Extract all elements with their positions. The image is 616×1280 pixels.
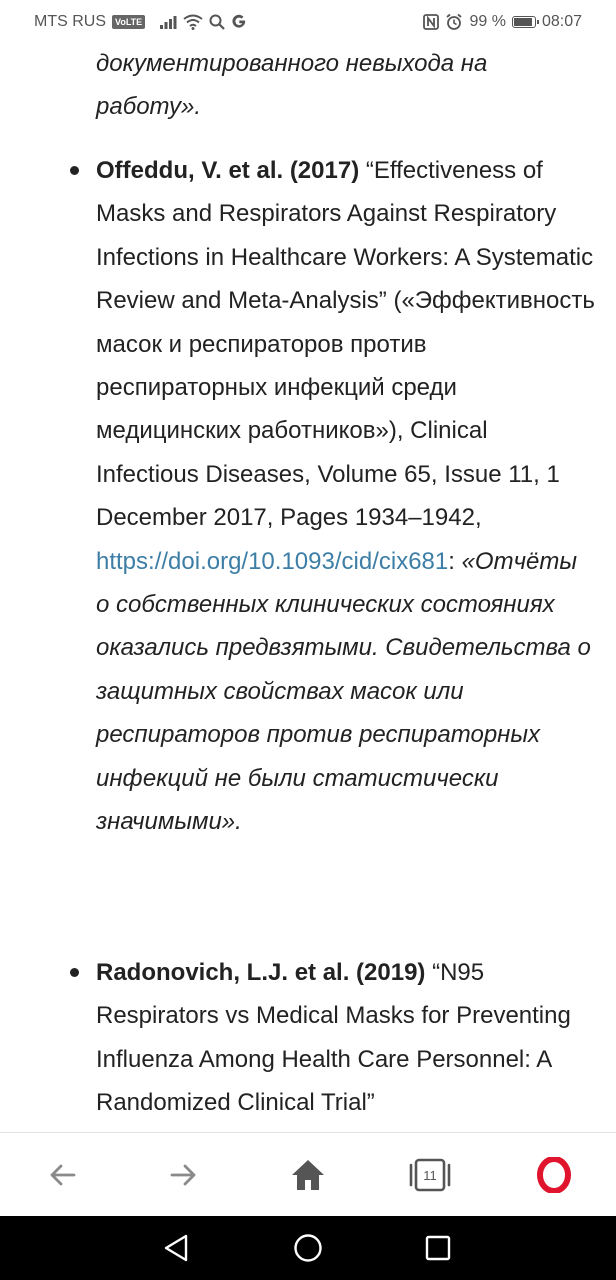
- carrier-name: MTS RUS: [34, 13, 106, 30]
- alarm-icon: [445, 13, 463, 31]
- ref-title: “Effectiveness of Masks and Respirators Against Respiratory Infections in Healthcare Workers: A Systematic Review and Meta-Analysis” («Эффективность масок и респираторов против респираторных инфекций среди медицинских работников»), Clinical Infectious Diseases, Volume 65, Issue 11, 1 December 2017, Pages 1934–1942,: [96, 157, 595, 532]
- list-item: [96, 951, 596, 1125]
- nfc-icon: [423, 14, 439, 30]
- ref-quote: «Отчёты о собственных клинических состояниях оказались предвзятыми. Свидетельства о защитных свойствах масок или респираторов против респираторных инфекций не были статистически значимыми».: [96, 547, 591, 836]
- bullet-icon: [70, 968, 79, 977]
- battery-icon: [512, 16, 536, 28]
- wifi-icon: [183, 14, 203, 30]
- status-right: [423, 13, 582, 31]
- back-icon: [46, 1159, 78, 1191]
- status-icons-left: [159, 14, 247, 30]
- volte-badge: VoLTE: [112, 15, 145, 29]
- ref-authors: Offeddu, V. et al. (2017): [96, 157, 360, 184]
- forward-icon: [168, 1159, 200, 1191]
- battery-level-fill: [514, 18, 532, 26]
- signal-icon: [159, 14, 177, 30]
- tab-count: 11: [423, 1168, 437, 1183]
- ref-title: “N95 Respirators vs Medical Masks for Preventing Influenza Among Health Care Personnel: A Randomized Clinical Trial”: [96, 959, 571, 1117]
- quote-fragment-line2: работу».: [96, 93, 202, 121]
- recents-square-icon: [424, 1234, 452, 1262]
- search-icon: [209, 14, 225, 30]
- quote-fragment-line1: документированного невыхода на: [96, 50, 488, 77]
- bullet-icon: [70, 166, 79, 175]
- status-bar: [0, 0, 616, 46]
- system-navigation-bar: [0, 1216, 616, 1280]
- home-circle-icon: [293, 1233, 323, 1263]
- status-left: [34, 13, 247, 31]
- back-triangle-icon: [162, 1233, 190, 1263]
- tabs-icon: [408, 1157, 452, 1193]
- ref-authors: Radonovich, L.J. et al. (2019): [96, 959, 426, 986]
- tabs-button[interactable]: [408, 1153, 452, 1197]
- system-recents-button[interactable]: [420, 1230, 456, 1266]
- quote-fragment: [96, 42, 596, 129]
- opera-menu-icon: [536, 1157, 572, 1193]
- home-button[interactable]: [286, 1153, 330, 1197]
- list-item: [96, 149, 596, 844]
- home-icon: [290, 1158, 326, 1192]
- opera-menu-button[interactable]: [532, 1153, 576, 1197]
- google-icon: [231, 14, 247, 30]
- battery-percent: 99 %: [469, 13, 506, 30]
- back-button[interactable]: [40, 1153, 84, 1197]
- system-home-button[interactable]: [290, 1230, 326, 1266]
- ref-colon: :: [448, 547, 455, 575]
- clock: 08:07: [541, 13, 582, 30]
- doi-link[interactable]: https://doi.org/10.1093/cid/cix681: [96, 547, 449, 575]
- system-back-button[interactable]: [158, 1230, 194, 1266]
- forward-button[interactable]: [162, 1153, 206, 1197]
- browser-bottom-bar: [0, 1132, 616, 1216]
